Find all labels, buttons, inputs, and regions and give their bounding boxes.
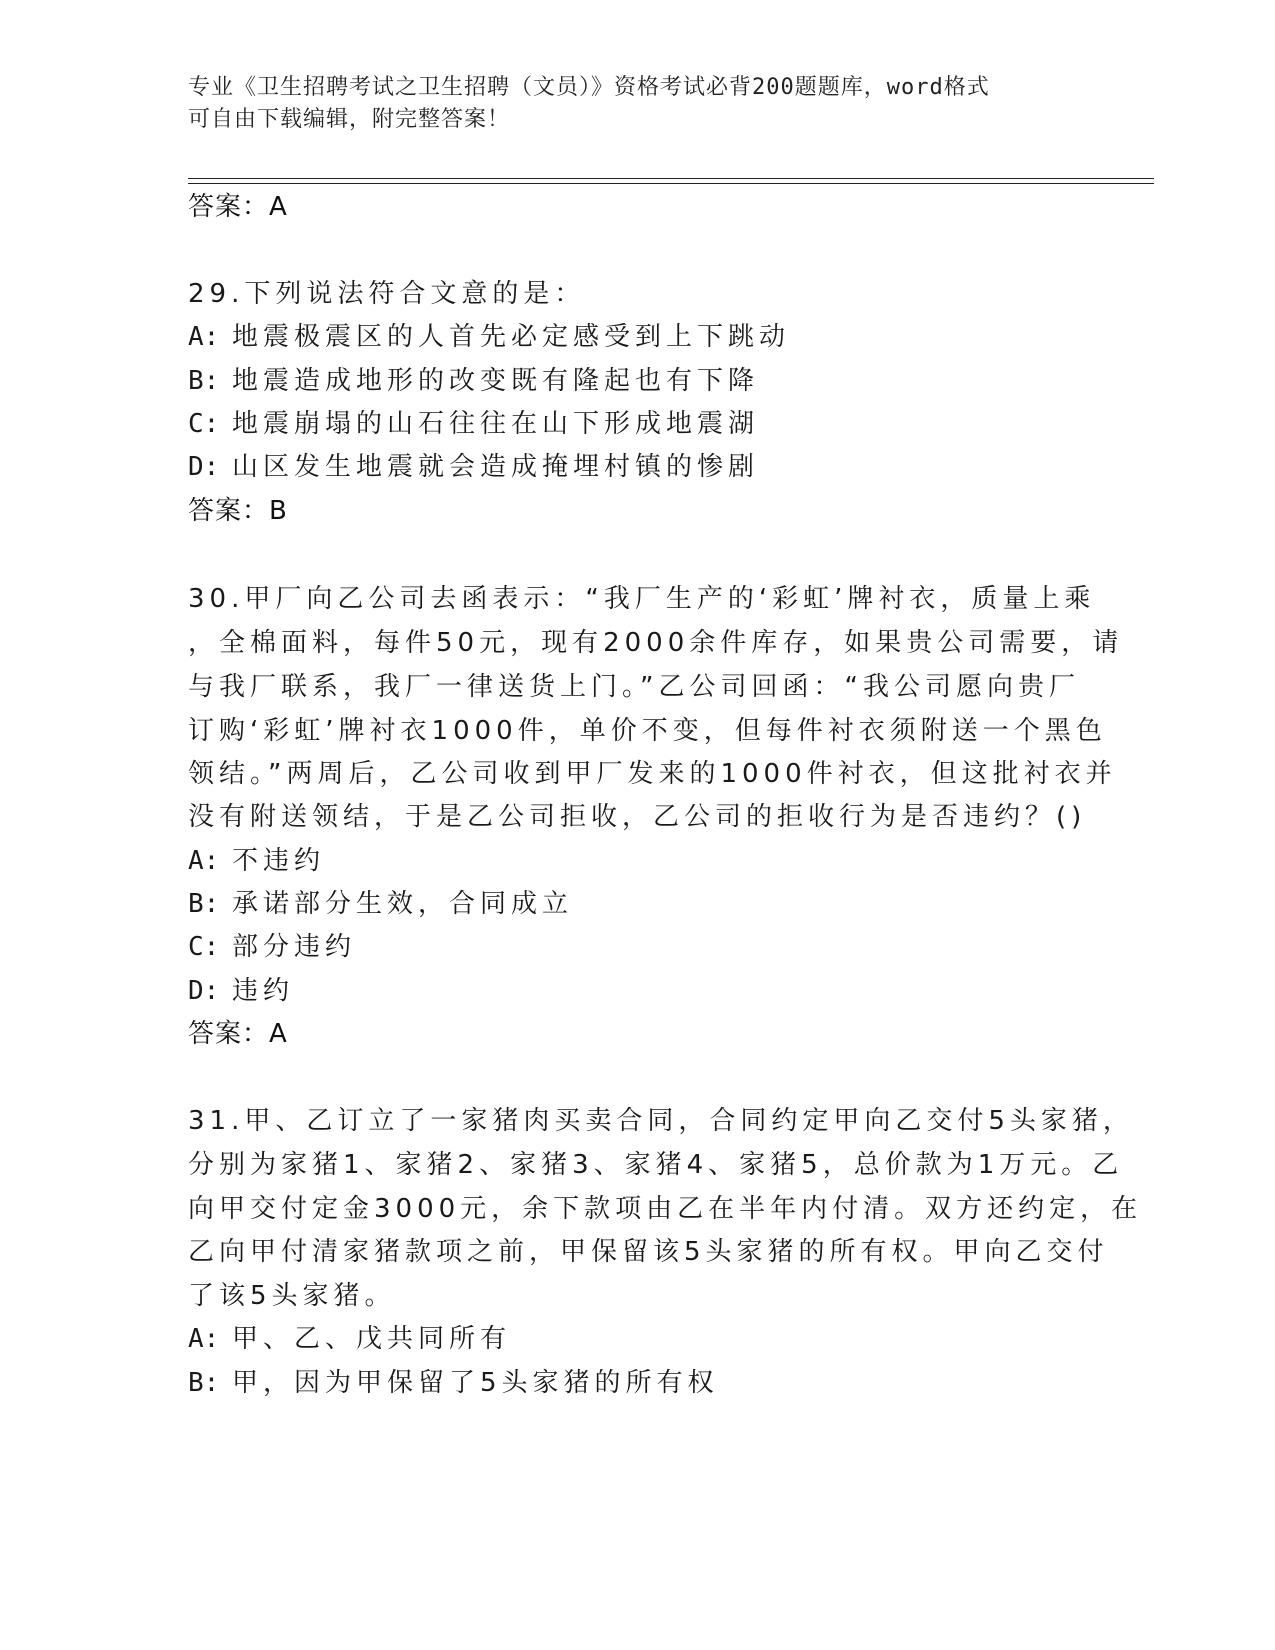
question-30-stem-line: ，全棉面料，每件50元，现有2000余件库存，如果贵公司需要，请 xyxy=(188,628,1124,658)
question-29-option-c xyxy=(188,403,759,440)
option-letter: B: xyxy=(188,366,220,396)
option-letter: D: xyxy=(188,452,220,482)
option-letter: B: xyxy=(188,889,220,919)
question-30-stem-line: 30.甲厂向乙公司去函表示：“我厂生产的‘彩虹’牌衬衣，质量上乘 xyxy=(188,584,1096,614)
question-30-option-c xyxy=(188,926,356,963)
option-text: 甲，因为甲保留了5头家猪的所有权 xyxy=(232,1368,719,1398)
option-letter: A: xyxy=(188,1324,220,1354)
question-30-option-b xyxy=(188,883,573,920)
question-31-stem-line: 乙向甲付清家猪款项之前，甲保留该5头家猪的所有权。甲向乙交付 xyxy=(188,1237,1109,1267)
option-letter: C: xyxy=(188,409,220,439)
question-30-stem-line: 领结。”两周后，乙公司收到甲厂发来的1000件衬衣，但这批衬衣并 xyxy=(188,759,1117,789)
header-divider xyxy=(188,178,1154,179)
question-30-option-d xyxy=(188,970,294,1007)
question-29-option-a xyxy=(188,316,790,353)
option-letter: C: xyxy=(188,932,220,962)
header-divider-double xyxy=(188,183,1154,184)
option-text: 地震极震区的人首先必定感受到上下跳动 xyxy=(232,322,791,352)
answer-previous: 答案：A xyxy=(188,192,288,222)
option-text: 不违约 xyxy=(232,846,326,876)
option-letter: A: xyxy=(188,322,220,352)
question-29-option-d xyxy=(188,446,759,483)
question-31-option-b xyxy=(188,1362,719,1399)
header-line-2: 可自由下载编辑，附完整答案！ xyxy=(188,107,511,132)
option-letter: D: xyxy=(188,976,220,1006)
option-text: 承诺部分生效，合同成立 xyxy=(232,889,574,919)
question-31-option-a xyxy=(188,1318,511,1355)
question-29-option-b xyxy=(188,360,759,397)
question-31-stem-line: 分别为家猪1、家猪2、家猪3、家猪4、家猪5，总价款为1万元。乙 xyxy=(188,1150,1124,1180)
option-text: 地震造成地形的改变既有隆起也有下降 xyxy=(232,366,760,396)
question-30-stem-line: 与我厂联系，我厂一律送货上门。”乙公司回函：“我公司愿向贵厂 xyxy=(188,672,1080,702)
question-31-stem-line: 31.甲、乙订立了一家猪肉买卖合同，合同约定甲向乙交付5头家猪， xyxy=(188,1106,1134,1136)
header-line-1: 专业《卫生招聘考试之卫生招聘（文员）》资格考试必背200题题库，word格式 xyxy=(188,75,990,100)
option-text: 地震崩塌的山石往往在山下形成地震湖 xyxy=(232,409,760,439)
option-letter: A: xyxy=(188,846,220,876)
option-text: 违约 xyxy=(232,976,295,1006)
option-text: 部分违约 xyxy=(232,932,357,962)
option-letter: B: xyxy=(188,1368,220,1398)
page-header xyxy=(188,72,1068,136)
question-29-stem: 29.下列说法符合文意的是： xyxy=(188,279,586,309)
question-31-stem-line: 向甲交付定金3000元，余下款项由乙在半年内付清。双方还约定，在 xyxy=(188,1194,1143,1224)
question-30-answer: 答案：A xyxy=(188,1019,288,1049)
option-text: 甲、乙、戊共同所有 xyxy=(232,1324,512,1354)
question-30-stem-line: 订购‘彩虹’牌衬衣1000件，单价不变，但每件衬衣须附送一个黑色 xyxy=(188,716,1107,746)
question-29-answer: 答案：B xyxy=(188,496,288,526)
question-30-option-a xyxy=(188,840,325,877)
question-30-stem-line: 没有附送领结，于是乙公司拒收，乙公司的拒收行为是否违约？() xyxy=(188,802,1087,832)
question-31-stem-line: 了该5头家猪。 xyxy=(188,1281,396,1311)
option-text: 山区发生地震就会造成掩埋村镇的惨剧 xyxy=(232,452,760,482)
